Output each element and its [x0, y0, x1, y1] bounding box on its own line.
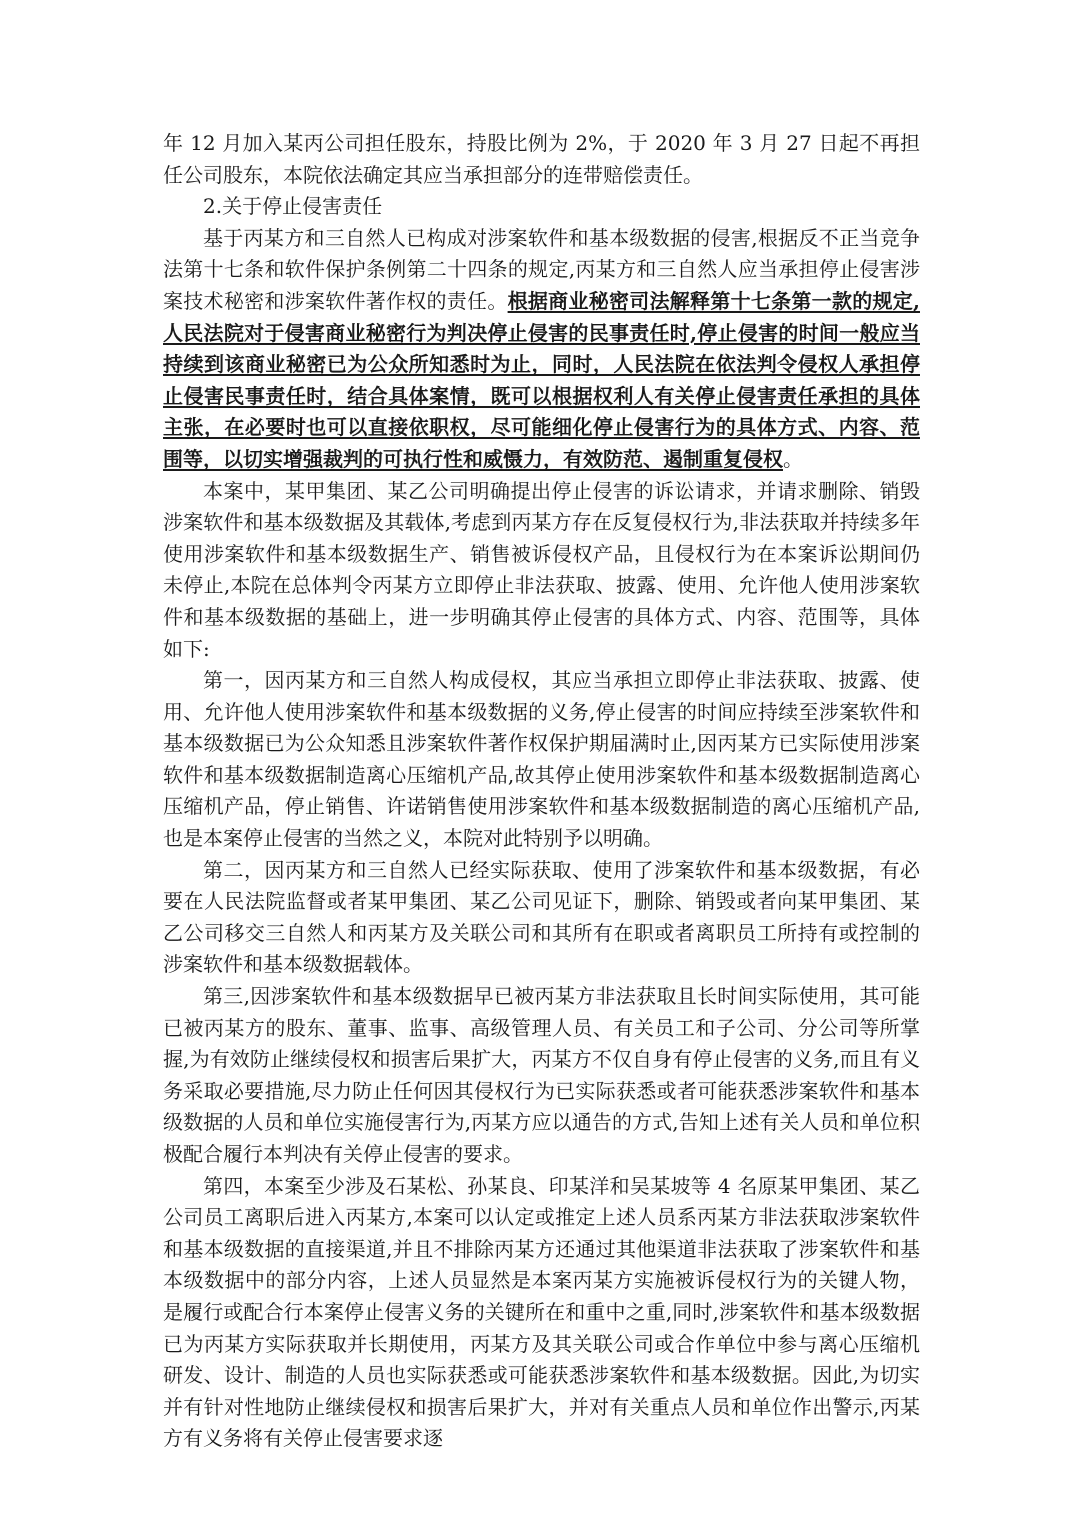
- section-heading-stop-infringement: 2.关于停止侵害责任: [203, 194, 383, 219]
- paragraph-case-overview: 本案中，某甲集团、某乙公司明确提出停止侵害的诉讼请求，并请求删除、销毁涉案软件和基本级数据及其载体,考虑到丙某方存在反复侵权行为,非法获取并持续多年使用涉案软件和基本级数据生产、销售被诉侵权产品，且侵权行为在本案诉讼期间仍未停止,本院在总体判令丙某方立即停止非法获取、披露、使用、允许他人使用涉案软件和基本级数据的基础上，进一步明确其停止侵害的具体方式、内容、范围等，具体如下:: [163, 478, 920, 661]
- paragraph-second-measure: 第二，因丙某方和三自然人已经实际获取、使用了涉案软件和基本级数据，有必要在人民法院监督或者某甲集团、某乙公司见证下，删除、销毁或者向某甲集团、某乙公司移交三自然人和丙某方及关联公司和其所有在职或者离职员工所持有或控制的涉案软件和基本级数据载体。: [163, 857, 920, 977]
- document-page: [163, 128, 920, 1455]
- paragraph-legal-basis-end: 。: [783, 446, 803, 471]
- paragraph-first-measure: 第一，因丙某方和三自然人构成侵权，其应当承担立即停止非法获取、披露、使用、允许他人使用涉案软件和基本级数据的义务,停止侵害的时间应持续至涉案软件和基本级数据已为公众知悉且涉案软件著作权保护期届满时止,因丙某方已实际使用涉案软件和基本级数据制造离心压缩机产品,故其停止使用涉案软件和基本级数据制造离心压缩机产品，停止销售、许诺销售使用涉案软件和基本级数据制造的离心压缩机产品,也是本案停止侵害的当然之义，本院对此特别予以明确。: [163, 668, 920, 851]
- paragraph-liability-conclusion: 年 12 月加入某丙公司担任股东，持股比例为 2%，于 2020 年 3 月 27 日起不再担任公司股东，本院依法确定其应当承担部分的连带赔偿责任。: [163, 131, 920, 187]
- paragraph-fourth-measure: 第四，本案至少涉及石某松、孙某良、印某洋和吴某坡等 4 名原某甲集团、某乙公司员工离职后进入丙某方,本案可以认定或推定上述人员系丙某方非法获取涉案软件和基本级数据的直接渠道,并且不排除丙某方还通过其他渠道非法获取了涉案软件和基本级数据中的部分内容，上述人员显然是本案丙某方实施被诉侵权行为的关键人物，是履行或配合行本案停止侵害义务的关键所在和重中之重,同时,涉案软件和基本级数据已为丙某方实际获取并长期使用，丙某方及其关联公司或合作单位中参与离心压缩机研发、设计、制造的人员也实际获悉或可能获悉涉案软件和基本级数据。因此,为切实并有针对性地防止继续侵权和损害后果扩大，并对有关重点人员和单位作出警示,丙某方有义务将有关停止侵害要求逐: [163, 1173, 920, 1451]
- paragraph-legal-basis-text: 基于丙某方和三自然人已构成对涉案软件和基本级数据的侵害,根据反不正当竞争法第十七条和软件保护条例第二十四条的规定,丙某方和三自然人应当承担停止侵害涉案技术秘密和涉案软件著作权的责任。: [163, 225, 920, 313]
- paragraph-third-measure: 第三,因涉案软件和基本级数据早已被丙某方非法获取且长时间实际使用，其可能已被丙某方的股东、董事、监事、高级管理人员、有关员工和子公司、分公司等所掌握,为有效防止继续侵权和损害后果扩大，丙某方不仅自身有停止侵害的义务,而且有义务采取必要措施,尽力防止任何因其侵权行为已实际获悉或者可能获悉涉案软件和基本级数据的人员和单位实施侵害行为,丙某方应以通告的方式,告知上述有关人员和单位积极配合履行本判决有关停止侵害的要求。: [163, 984, 920, 1166]
- paragraph-legal-basis: [163, 223, 920, 476]
- emphasized-judicial-interpretation: 根据商业秘密司法解释第十七条第一款的规定,人民法院对于侵害商业秘密行为判决停止侵害的民事责任时,停止侵害的时间一般应当持续到该商业秘密已为公众所知悉时为止，同时，人民法院在依法判令侵权人承担停止侵害民事责任时，结合具体案情，既可以根据权利人有关停止侵害责任承担的具体主张，在必要时也可以直接依职权，尽可能细化停止侵害行为的具体方式、内容、范围等，以切实增强裁判的可执行性和威慑力，有效防范、遏制重复侵权: [163, 288, 920, 471]
